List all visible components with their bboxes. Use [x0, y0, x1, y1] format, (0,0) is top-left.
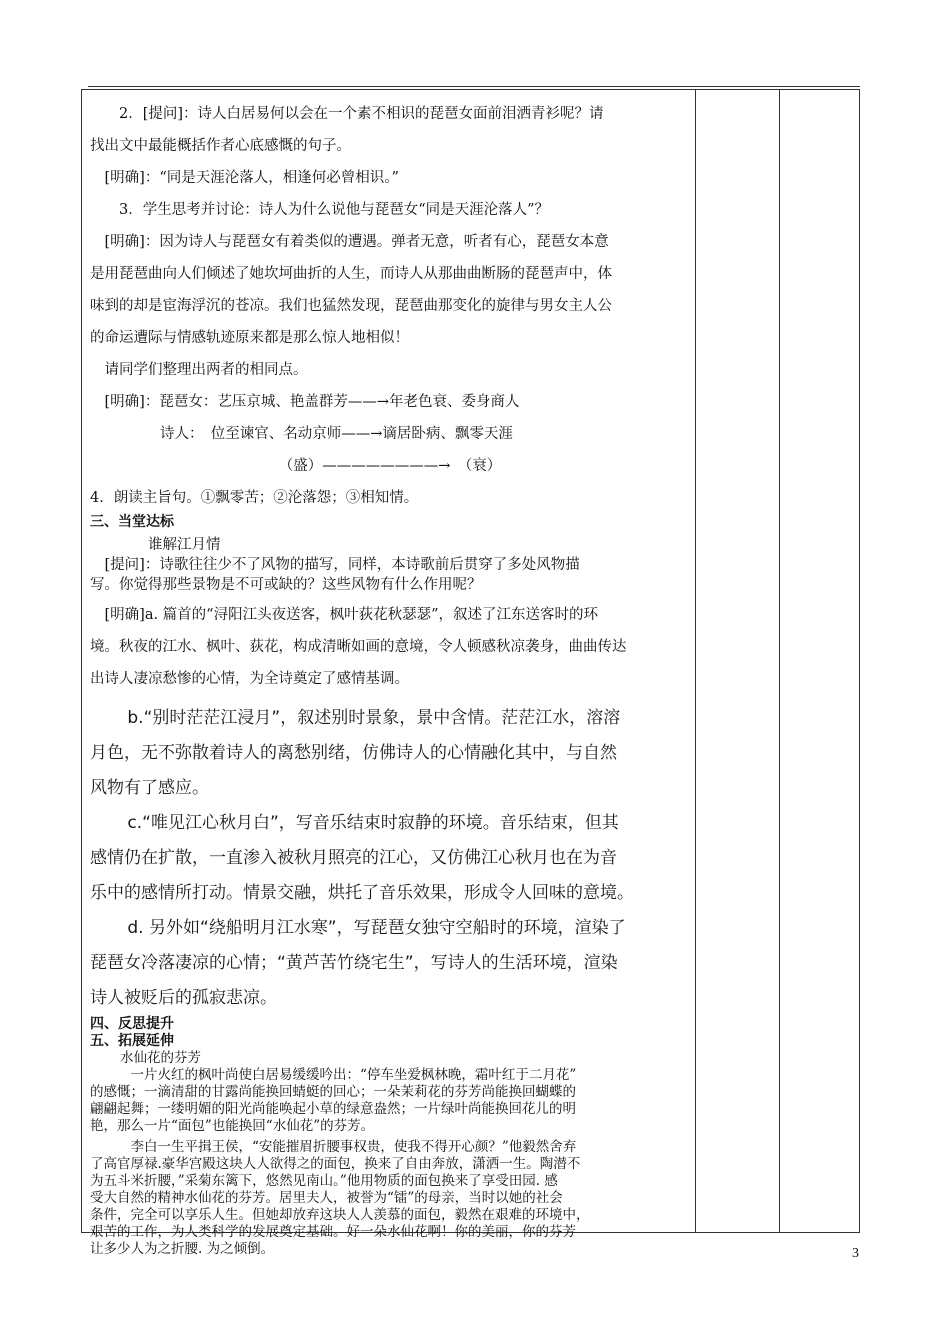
section3-c-line: c.“唯见江心秋月白”，写音乐结束时寂静的环境。音乐结束，但其 [127, 813, 619, 833]
essay-para2-line: 艰苦的工作，为人类科学的发展奠定基础。好一朵水仙花啊！你的美丽，你的芬芳 [90, 1224, 576, 1240]
section3-c-line: 感情仍在扩散，一直渗入被秋月照亮的江心，又仿佛江心秋月也在为音 [90, 848, 617, 868]
main-content-cell [90, 98, 690, 1258]
q2-answer: [明确]：“同是天涯沦落人，相逢何必曾相识。” [104, 170, 399, 186]
section4-heading: 四、反思提升 [90, 1016, 174, 1032]
section3-answer-line: 境。秋夜的江水、枫叶、荻花，构成清晰如画的意境，令人顿感秋凉袭身，曲曲传达 [90, 639, 627, 655]
q3-answer-line: 是用琵琶曲向人们倾述了她坎坷曲折的人生，而诗人从那曲曲断肠的琵琶声中，体 [90, 266, 612, 282]
section3-d-line: d. 另外如“绕船明月江水寒”，写琵琶女独守空船时的环境，渲染了 [127, 918, 626, 938]
essay-para2-line: 为五斗米折腰，”采菊东篱下，悠然见南山。”他用物质的面包换来了享受田园. 感 [90, 1173, 558, 1189]
lesson-table [81, 89, 860, 1257]
essay-para1-line: 艳，那么一片“面包”也能换回“水仙花”的芬芳。 [90, 1118, 375, 1134]
section3-answer-line: [明确]a. 篇首的“浔阳江头夜送客，枫叶荻花秋瑟瑟”，叙述了江东送客时的环 [104, 607, 598, 623]
section3-b-line: b.“别时茫茫江浸月”，叙述别时景象，景中含情。茫茫江水，溶溶 [127, 708, 621, 728]
q3-pipa-comparison: [明确]：琵琶女：艺压京城、艳盖群芳——→年老色衰、委身商人 [104, 394, 520, 410]
essay-para1-line: 一片火红的枫叶尚使白居易缓缓吟出：“停车坐爱枫林晚，霜叶红于二月花” [130, 1067, 577, 1083]
q4-item: 4．朗读主旨句。①飘零苦；②沦落怨；③相知情。 [90, 490, 419, 506]
q3-answer-line: 味到的却是宦海浮沉的苍凉。我们也猛然发现，琵琶曲那变化的旋律与男女主人公 [90, 298, 612, 314]
section3-answer-line: 出诗人凄凉愁惨的心情，为全诗奠定了感情基调。 [90, 671, 409, 687]
essay-para2-line: 让多少人为之折腰. 为之倾倒。 [90, 1241, 275, 1257]
section3-b-line: 风物有了感应。 [90, 778, 209, 798]
section3-question-line2: 写。你觉得那些景物是不可或缺的？这些风物有什么作用呢？ [90, 577, 482, 593]
essay-para2-line: 条件，完全可以享乐人生。但她却放弃这块人人羡慕的面包，毅然在艰难的环境中， [90, 1207, 590, 1223]
essay-para2-line: 了高官厚禄.豪华宫殿这块人人欲得之的面包，换来了自由奔放，潇洒一生。陶潜不 [90, 1156, 581, 1172]
section3-d-line: 诗人被贬后的孤寂悲凉。 [90, 988, 277, 1008]
q3-answer-line: [明确]：因为诗人与琵琶女有着类似的遭遇。弹者无意，听者有心，琵琶女本意 [104, 234, 609, 250]
q3-poet-comparison: 诗人： 位至谏官、名动京师——→谪居卧病、飘零天涯 [160, 426, 513, 442]
q3-answer-line: 的命运遭际与情感轨迹原来都是那么惊人地相似！ [90, 330, 409, 346]
q2-line2: 找出文中最能概括作者心底感慨的句子。 [90, 138, 351, 154]
section3-b-line: 月色，无不弥散着诗人的离愁别绪，仿佛诗人的心情融化其中，与自然 [90, 743, 617, 763]
section5-heading: 五、拓展延伸 [90, 1033, 174, 1049]
header-rule [88, 86, 860, 87]
q2-line1: 2．[提问]：诗人白居易何以会在一个素不相识的琵琶女面前泪洒青衫呢？请 [119, 106, 604, 122]
column-divider [695, 90, 696, 1232]
essay-title: 水仙花的芬芳 [120, 1050, 201, 1066]
q3-prompt: 请同学们整理出两者的相同点。 [104, 362, 308, 378]
column-divider-2 [779, 90, 780, 1232]
section3-heading: 三、当堂达标 [90, 514, 174, 530]
q3-question: 3．学生思考并讨论：诗人为什么说他与琵琶女“同是天涯沦落人”？ [119, 202, 550, 218]
section3-subtitle: 谁解江月情 [148, 537, 221, 553]
essay-para2-line: 李白一生平揖王侯，“安能摧眉折腰事权贵，使我不得开心颜？”他毅然舍弃 [130, 1139, 577, 1155]
section3-c-line: 乐中的感情所打动。情景交融，烘托了音乐效果，形成令人回味的意境。 [90, 883, 634, 903]
essay-para2-line: 受大自然的精神水仙花的芬芳。居里夫人，被誉为“镭”的母亲，当时以她的社会 [90, 1190, 563, 1206]
q3-trend: （盛）————————→ （衰） [278, 458, 502, 474]
essay-para1-line: 翩翩起舞；一缕明媚的阳光尚能唤起小草的绿意盎然；一片绿叶尚能换回花儿的明 [90, 1101, 576, 1117]
page-number: 3 [852, 1246, 859, 1261]
section3-d-line: 琵琶女冷落凄凉的心情；“黄芦苦竹绕宅生”，写诗人的生活环境，渲染 [90, 953, 618, 973]
section3-question-line1: [提问]：诗歌往往少不了风物的描写，同样，本诗歌前后贯穿了多处风物描 [104, 557, 580, 573]
essay-para1-line: 的感慨；一滴清甜的甘露尚能换回蜻蜓的回心；一朵茉莉花的芬芳尚能换回蝴蝶的 [90, 1084, 576, 1100]
